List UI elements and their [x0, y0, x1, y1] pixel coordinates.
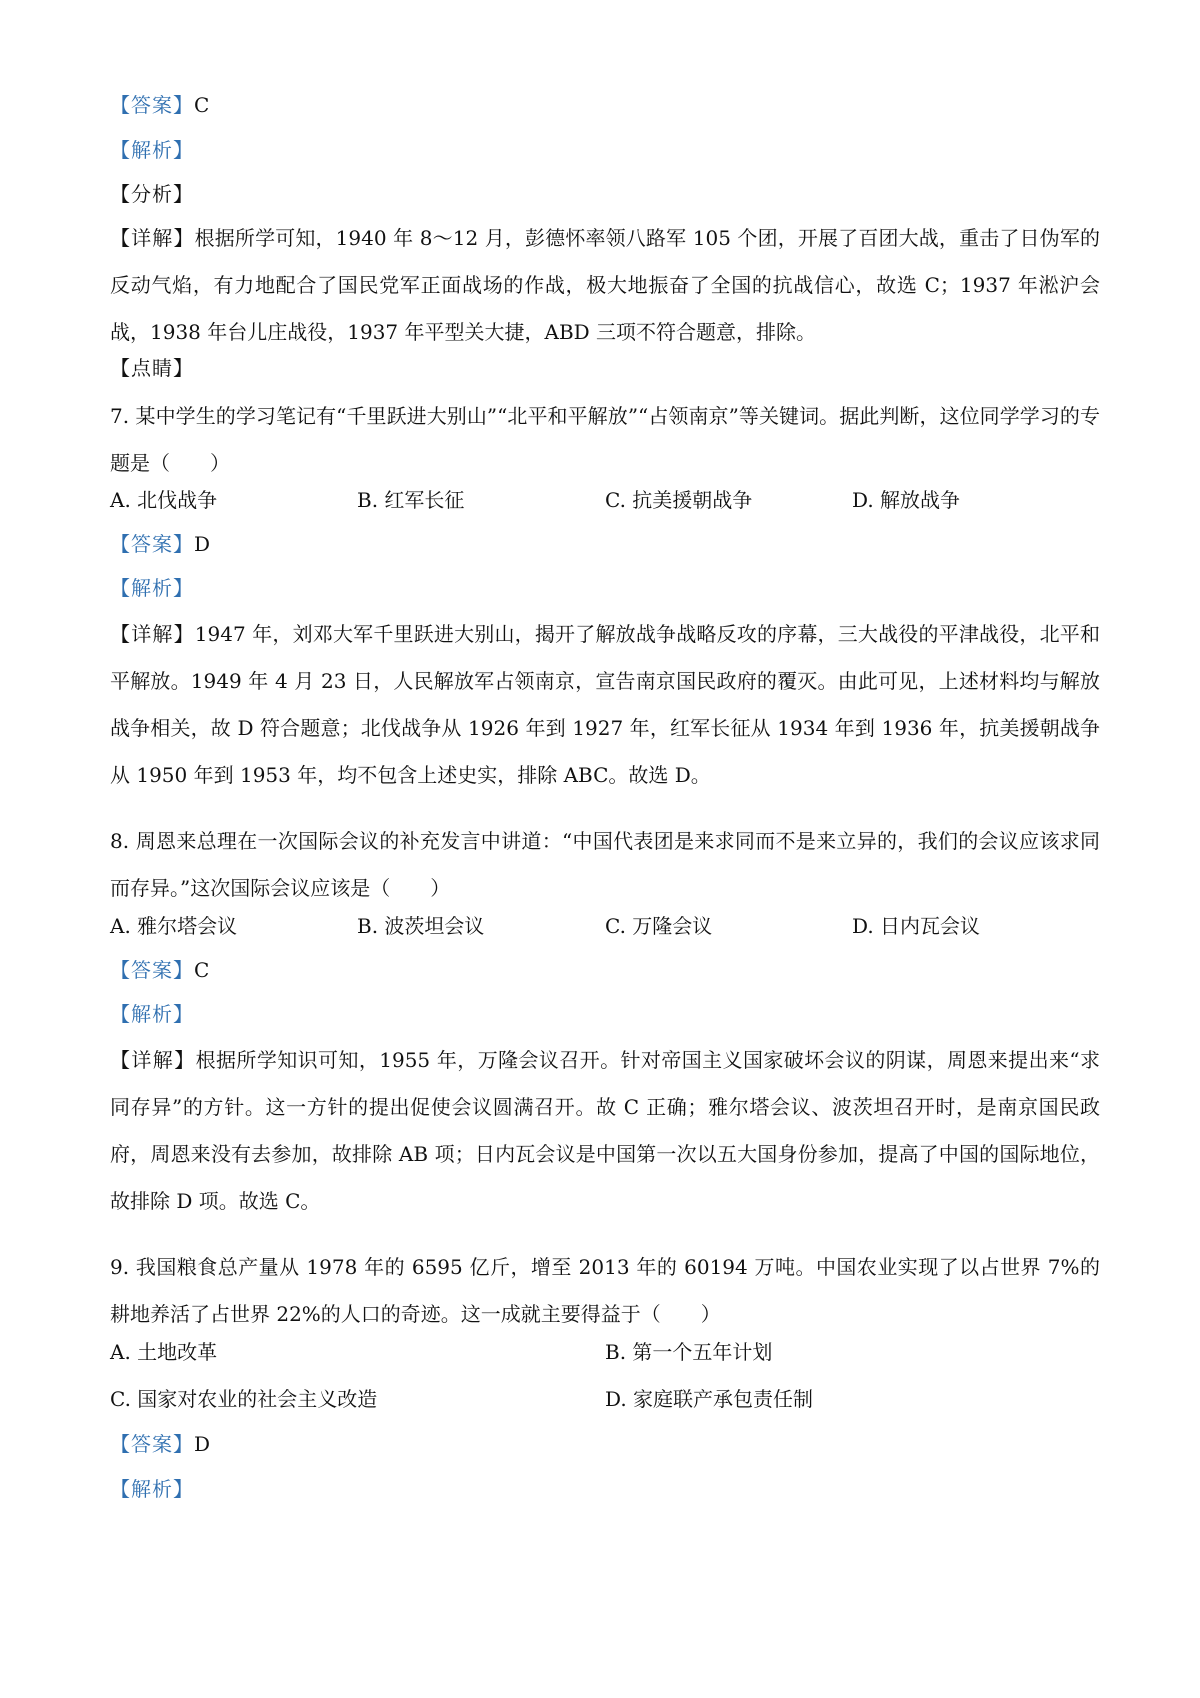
- q7-detail-text: 1947 年，刘邓大军千里跃进大别山，揭开了解放战争战略反攻的序幕，三大战役的平津战役，北平和平解放。1949 年 4 月 23 日，人民解放军占领南京，宣告南京国民政府的覆灭。由此可见，上述材料均与解放战争相关，故 D 符合题意；北伐战争从 1926 年到 1927 年，红军长征从 1934 年到 1936 年，抗美援朝战争从 1950 年到 1953 年，均不包含上述史实，排除 ABC。故选 D。: [110, 622, 1100, 787]
- dianjing-tag: 【点睛】: [110, 356, 194, 380]
- q7-answer-tag: 【答案】: [110, 532, 194, 556]
- answer-line: [110, 91, 1100, 119]
- q7-option-d: D. 解放战争: [852, 488, 961, 512]
- q7-option-c: C. 抗美援朝战争: [605, 488, 753, 512]
- q8-detail-tag: 【详解】: [110, 1048, 196, 1072]
- question-7-stem: 7. 某中学生的学习笔记有“千里跃进大别山”“北平和平解放”“占领南京”等关键词。据此判断，这位同学学习的专题是（ ）: [110, 404, 1100, 475]
- fenxi-tag: 【分析】: [110, 182, 194, 206]
- question-8-stem: 8. 周恩来总理在一次国际会议的补充发言中讲道：“中国代表团是来求同而不是来立异的，我们的会议应该求同而存异。”这次国际会议应该是（ ）: [110, 829, 1100, 900]
- q9-option-d: D. 家庭联产承包责任制: [605, 1387, 814, 1411]
- q8-option-c: C. 万隆会议: [605, 914, 713, 938]
- q7-detail-tag: 【详解】: [110, 622, 195, 646]
- q9-option-b: B. 第一个五年计划: [605, 1340, 773, 1364]
- q9-answer-line: [110, 1430, 1100, 1458]
- answer-tag: 【答案】: [110, 93, 194, 117]
- q8-detail-text: 根据所学知识可知，1955 年，万隆会议召开。针对帝国主义国家破坏会议的阴谋，周恩来提出来“求同存异”的方针。这一方针的提出促使会议圆满召开。故 C 正确；雅尔塔会议、波茨坦召开时，是南京国民政府，周恩来没有去参加，故排除 AB 项；日内瓦会议是中国第一次以五大国身份参加，提高了中国的国际地位，故排除 D 项。故选 C。: [110, 1048, 1101, 1213]
- detail-text: 根据所学可知，1940 年 8～12 月，彭德怀率领八路军 105 个团，开展了百团大战，重击了日伪军的反动气焰，有力地配合了国民党军正面战场的作战，极大地振奋了全国的抗战信心，故选 C；1937 年淞沪会战，1938 年台儿庄战役，1937 年平型关大捷，ABD 三项不符合题意，排除。: [110, 226, 1100, 344]
- q7-option-b: B. 红军长征: [357, 488, 465, 512]
- q8-answer-tag: 【答案】: [110, 958, 194, 982]
- q8-detail-paragraph: [110, 1037, 1100, 1225]
- q8-answer-line: [110, 956, 1100, 984]
- q9-analysis-tag: 【解析】: [110, 1477, 194, 1501]
- q8-option-d: D. 日内瓦会议: [852, 914, 981, 938]
- q7-option-a: A. 北伐战争: [110, 488, 218, 512]
- q7-answer-line: [110, 530, 1100, 558]
- analysis-tag: 【解析】: [110, 138, 194, 162]
- q9-answer-value: D: [194, 1432, 211, 1456]
- answer-value: C: [194, 93, 210, 117]
- q8-answer-value: C: [194, 958, 210, 982]
- question-9-stem: 9. 我国粮食总产量从 1978 年的 6595 亿斤，增至 2013 年的 60194 万吨。中国农业实现了以占世界 7%的耕地养活了占世界 22%的人口的奇迹。这一成就主要得益于（ ）: [110, 1255, 1100, 1326]
- q7-detail-paragraph: [110, 611, 1100, 799]
- q9-option-a: A. 土地改革: [110, 1340, 218, 1364]
- q9-option-c: C. 国家对农业的社会主义改造: [110, 1387, 378, 1411]
- q9-answer-tag: 【答案】: [110, 1432, 194, 1456]
- q8-analysis-tag: 【解析】: [110, 1002, 194, 1026]
- q7-answer-value: D: [194, 532, 211, 556]
- q8-option-a: A. 雅尔塔会议: [110, 914, 238, 938]
- detail-paragraph: [110, 215, 1100, 356]
- detail-tag: 【详解】: [110, 226, 195, 250]
- q7-analysis-tag: 【解析】: [110, 576, 194, 600]
- q8-option-b: B. 波茨坦会议: [357, 914, 485, 938]
